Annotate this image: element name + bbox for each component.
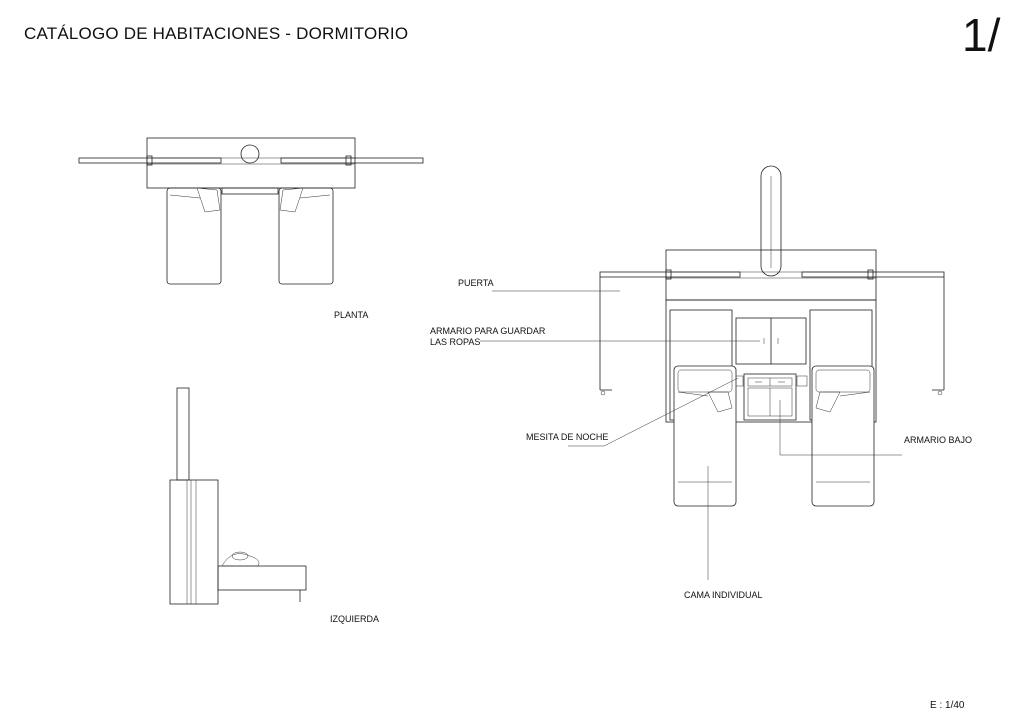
left-view-label: IZQUIERDA xyxy=(330,614,380,624)
scale-label: E : 1/40 xyxy=(930,700,965,711)
door-annotation: PUERTA xyxy=(458,278,494,288)
low-cabinet-annotation: ARMARIO BAJO xyxy=(904,435,973,445)
sheet-number: 1/ xyxy=(962,9,1001,61)
wardrobe-annotation-line2: LAS ROPAS xyxy=(430,337,481,347)
wardrobe-annotation-line1: ARMARIO PARA GUARDAR xyxy=(430,326,546,336)
left-elevation-view xyxy=(170,388,306,604)
plan-view xyxy=(79,138,423,284)
single-bed-annotation: CAMA INDIVIDUAL xyxy=(684,590,763,600)
sheet-title: CATÁLOGO DE HABITACIONES - DORMITORIO xyxy=(24,24,409,43)
detail-plan-view xyxy=(480,166,944,580)
nightstand-annotation: MESITA DE NOCHE xyxy=(526,432,609,442)
plan-view-label: PLANTA xyxy=(334,310,369,320)
